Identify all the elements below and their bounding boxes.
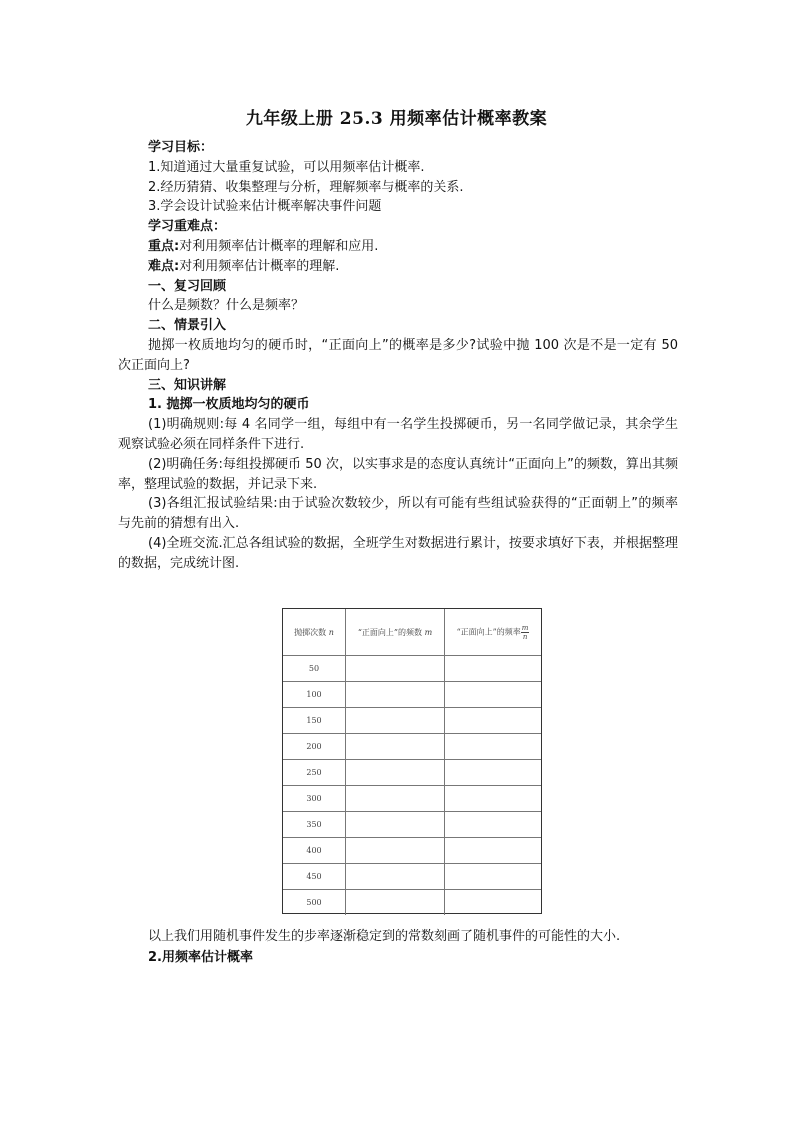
table-body bbox=[283, 656, 541, 916]
heads-count-cell[interactable] bbox=[346, 682, 445, 708]
important-label: 重点: bbox=[148, 238, 180, 254]
table-row bbox=[283, 786, 541, 812]
intro-text: 抛掷一枚质地均匀的硬币时，“正面向上”的概率是多少?试验中抛 100 次是不是一定有 50 次正面向上? bbox=[118, 337, 678, 373]
important-point bbox=[118, 237, 678, 257]
heads-frequency-cell[interactable] bbox=[444, 812, 541, 838]
review-heading: 一、复习回顾 bbox=[148, 278, 227, 294]
heads-frequency-cell[interactable] bbox=[444, 734, 541, 760]
difficult-label: 难点: bbox=[148, 258, 180, 274]
toss-count-cell: 350 bbox=[283, 812, 346, 838]
heads-frequency-cell[interactable] bbox=[444, 656, 541, 682]
heads-count-cell[interactable] bbox=[346, 786, 445, 812]
goal-item: 2.经历猜猜、收集整理与分析，理解频率与概率的关系. bbox=[148, 179, 464, 195]
table-row bbox=[283, 682, 541, 708]
heads-count-cell[interactable] bbox=[346, 760, 445, 786]
toss-count-cell: 400 bbox=[283, 838, 346, 864]
heads-frequency-cell[interactable] bbox=[444, 864, 541, 890]
table-row bbox=[283, 864, 541, 890]
difficult-point bbox=[118, 257, 678, 277]
goal-item: 1.知道通过大量重复试验，可以用频率估计概率. bbox=[148, 159, 425, 175]
toss-count-cell: 450 bbox=[283, 864, 346, 890]
lecture-heading: 三、知识讲解 bbox=[148, 377, 227, 393]
goal-item: 3.学会设计试验来估计概率解决事件问题 bbox=[148, 199, 382, 215]
table-row bbox=[283, 734, 541, 760]
header-heads-count bbox=[346, 609, 445, 656]
toss-count-cell: 150 bbox=[283, 708, 346, 734]
summary-text: 以上我们用随机事件发生的步率逐渐稳定到的常数刻画了随机事件的可能性的大小. bbox=[148, 929, 621, 944]
lecture-step: (1)明确规则:每 4 名同学一组，每组中有一名学生投掷硬币，另一名同学做记录，其余学生观察试验必须在同样条件下进行. bbox=[118, 417, 678, 452]
heads-frequency-cell[interactable] bbox=[444, 838, 541, 864]
header-toss-count bbox=[283, 609, 346, 656]
goals-heading: 学习目标： bbox=[148, 140, 214, 155]
heads-count-cell[interactable] bbox=[346, 708, 445, 734]
lecture-step: (3)各组汇报试验结果:由于试验次数较少，所以有可能有些组试验获得的“正面朝上”的频率与先前的猜想有出入. bbox=[118, 496, 678, 532]
heads-frequency-cell[interactable] bbox=[444, 708, 541, 734]
fraction-denominator: n bbox=[522, 632, 528, 641]
toss-count-cell: 300 bbox=[283, 786, 346, 812]
keypoints-heading: 学习重难点： bbox=[148, 219, 227, 235]
heads-frequency-cell[interactable] bbox=[444, 786, 541, 812]
frequency-table-figure bbox=[282, 608, 542, 914]
lecture-step: (4)全班交流.汇总各组试验的数据，全班学生对数据进行累计，按要求填好下表，并根据整理的数据，完成统计图. bbox=[118, 535, 678, 571]
toss-count-cell: 200 bbox=[283, 734, 346, 760]
heads-count-cell[interactable] bbox=[346, 890, 445, 916]
heads-count-cell[interactable] bbox=[346, 812, 445, 838]
header-heads-frequency bbox=[444, 609, 541, 656]
heads-frequency-cell[interactable] bbox=[444, 760, 541, 786]
intro-heading: 二、情景引入 bbox=[148, 318, 227, 334]
heads-frequency-cell[interactable] bbox=[444, 890, 541, 916]
heads-count-cell[interactable] bbox=[346, 864, 445, 890]
table-header-row bbox=[283, 609, 541, 656]
heads-count-cell[interactable] bbox=[346, 838, 445, 864]
heads-frequency-cell[interactable] bbox=[444, 682, 541, 708]
table-row bbox=[283, 656, 541, 682]
table-row bbox=[283, 838, 541, 864]
toss-count-cell: 100 bbox=[283, 682, 346, 708]
frequency-table bbox=[283, 609, 541, 915]
table-row bbox=[283, 760, 541, 786]
header-heads-count-var: m bbox=[424, 627, 433, 637]
toss-count-cell: 50 bbox=[283, 656, 346, 682]
header-toss-count-var: n bbox=[328, 627, 334, 637]
review-text: 什么是频数？什么是频率？ bbox=[148, 298, 305, 314]
difficult-text: 对利用频率估计概率的理解. bbox=[179, 258, 340, 274]
lecture-step: (2)明确任务:每组投掷硬币 50 次，以实事求是的态度认真统计“正面向上”的频数，算出其频率，整理试验的数据，并记录下来. bbox=[118, 456, 678, 492]
toss-count-cell: 500 bbox=[283, 890, 346, 916]
table-row bbox=[283, 708, 541, 734]
heads-count-cell[interactable] bbox=[346, 734, 445, 760]
important-text: 对利用频率估计概率的理解和应用. bbox=[179, 238, 379, 254]
section-subheading-2: 2.用频率估计概率 bbox=[148, 950, 253, 965]
lecture-subheading: 1. 抛掷一枚质地均匀的硬币 bbox=[148, 397, 310, 413]
toss-count-cell: 250 bbox=[283, 760, 346, 786]
fraction-m-over-n bbox=[521, 624, 530, 641]
header-heads-frequency-label: “正面向上”的频率 bbox=[456, 627, 521, 636]
table-row bbox=[283, 812, 541, 838]
header-toss-count-label: 抛掷次数 bbox=[294, 627, 327, 637]
page-title: 九年级上册 25.3 用频率估计概率教案 bbox=[245, 109, 548, 129]
fraction-numerator: m bbox=[521, 623, 529, 632]
table-row bbox=[283, 890, 541, 916]
heads-count-cell[interactable] bbox=[346, 656, 445, 682]
header-heads-count-label: “正面向上”的频数 bbox=[357, 627, 423, 637]
document-body bbox=[118, 138, 678, 574]
